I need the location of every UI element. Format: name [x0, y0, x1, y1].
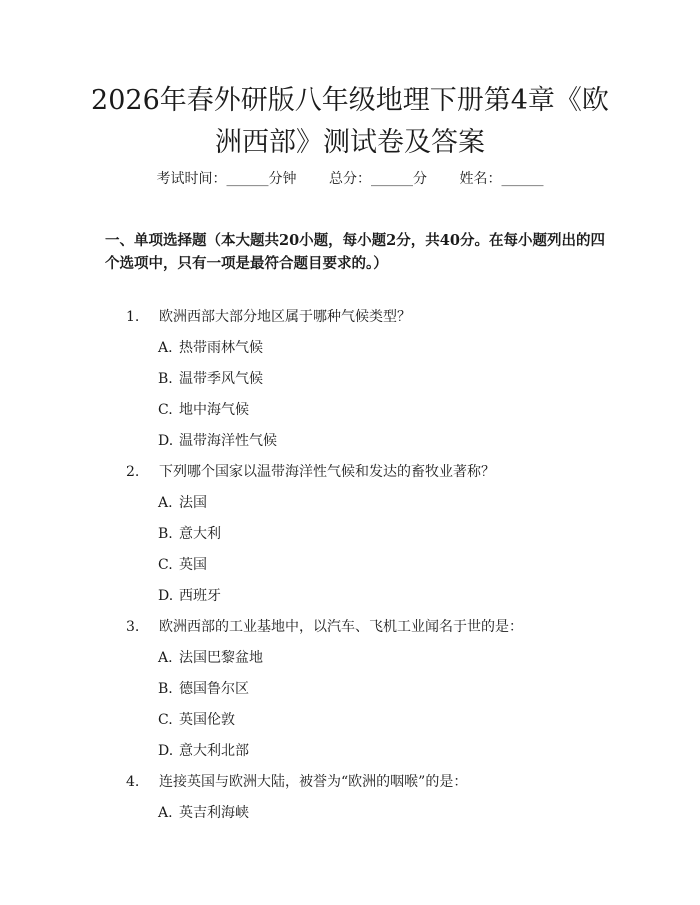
option-text: 英国伦敦 [179, 712, 235, 728]
question-3-option-c [0, 710, 700, 741]
option-text: 热带雨林气候 [179, 340, 263, 356]
question-2-option-a [0, 493, 700, 524]
question-number: 3. [126, 619, 140, 635]
question-2 [0, 462, 700, 493]
option-text: 英国 [179, 557, 207, 573]
exam-info-line [0, 168, 700, 188]
question-4-option-a [0, 803, 700, 834]
question-1-option-a [0, 338, 700, 369]
question-3-option-d [0, 741, 700, 772]
option-text: 西班牙 [179, 588, 221, 604]
total-score-field: 总分：______分 [329, 171, 427, 187]
option-text: 法国 [179, 495, 207, 511]
option-text: 英吉利海峡 [179, 805, 249, 821]
question-2-option-c [0, 555, 700, 586]
student-name-field: 姓名：______ [459, 171, 544, 187]
option-letter: B. [158, 371, 173, 387]
question-text: 欧洲西部大部分地区属于哪种气候类型？ [159, 309, 411, 325]
question-number: 1. [126, 309, 140, 325]
option-letter: D. [158, 743, 174, 759]
option-text: 温带季风气候 [179, 371, 263, 387]
question-number: 4. [126, 774, 140, 790]
question-3 [0, 617, 700, 648]
question-1-option-b [0, 369, 700, 400]
question-text: 连接英国与欧洲大陆，被誉为“欧洲的咽喉”的是： [159, 774, 468, 790]
option-letter: C. [158, 712, 173, 728]
question-1-option-d [0, 431, 700, 462]
document-title: 2026年春外研版八年级地理下册第4章《欧洲西部》测试卷及答案 [91, 85, 609, 158]
exam-time-field: 考试时间：______分钟 [156, 171, 297, 187]
question-2-option-d [0, 586, 700, 617]
option-letter: C. [158, 402, 173, 418]
option-letter: D. [158, 433, 174, 449]
question-list [0, 307, 700, 834]
question-4 [0, 772, 700, 803]
option-letter: B. [158, 681, 173, 697]
option-letter: A. [158, 650, 173, 666]
option-letter: A. [158, 495, 173, 511]
question-3-option-a [0, 648, 700, 679]
option-letter: B. [158, 526, 173, 542]
option-text: 意大利北部 [179, 743, 249, 759]
option-text: 地中海气候 [179, 402, 249, 418]
question-1-option-c [0, 400, 700, 431]
option-text: 法国巴黎盆地 [179, 650, 263, 666]
question-number: 2. [126, 464, 140, 480]
question-2-option-b [0, 524, 700, 555]
option-letter: C. [158, 557, 173, 573]
question-1 [0, 307, 700, 338]
question-text: 欧洲西部的工业基地中，以汽车、飞机工业闻名于世的是： [159, 619, 523, 635]
option-letter: A. [158, 340, 173, 356]
option-letter: A. [158, 805, 173, 821]
question-text: 下列哪个国家以温带海洋性气候和发达的畜牧业著称？ [159, 464, 495, 480]
section-header-single-choice: 一、单项选择题（本大题共20小题，每小题2分，共40分。在每小题列出的四个选项中，只有一项是最符合题目要求的。） [105, 232, 605, 272]
option-text: 意大利 [179, 526, 221, 542]
option-text: 德国鲁尔区 [179, 681, 249, 697]
option-letter: D. [158, 588, 174, 604]
option-text: 温带海洋性气候 [179, 433, 277, 449]
question-3-option-b [0, 679, 700, 710]
